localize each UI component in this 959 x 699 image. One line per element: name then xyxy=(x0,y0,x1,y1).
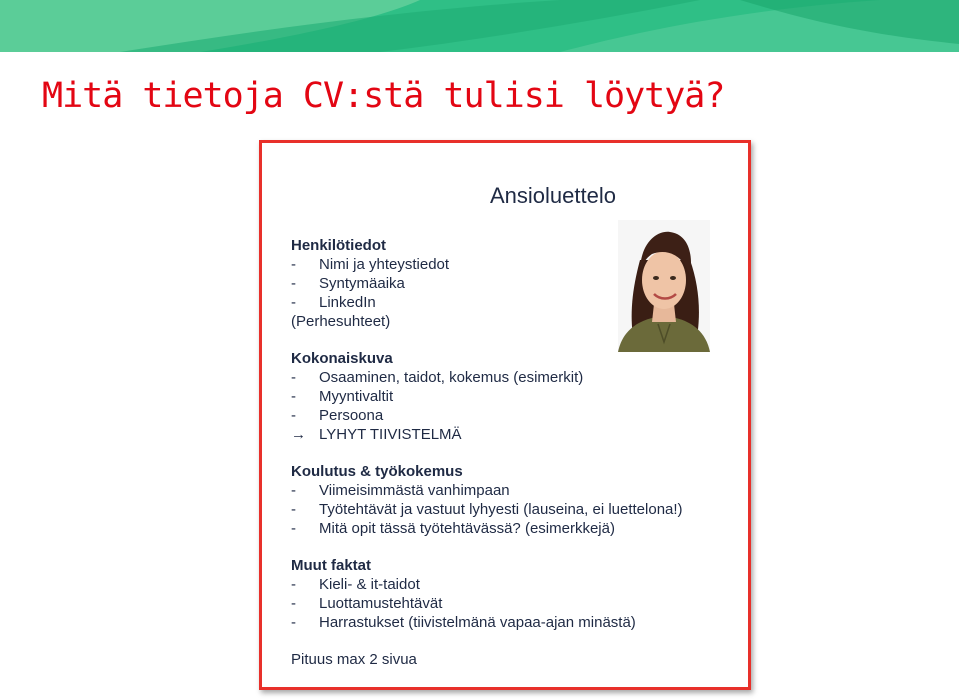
cv-card xyxy=(259,140,751,690)
list-marker: - xyxy=(291,275,296,292)
list-item xyxy=(291,613,751,632)
list-item xyxy=(291,368,751,387)
list-marker: - xyxy=(291,595,296,612)
list-item-text: Nimi ja yhteystiedot xyxy=(319,256,450,273)
list-item xyxy=(291,519,751,538)
list-marker: - xyxy=(291,388,296,405)
section-title: Kokonaiskuva xyxy=(291,350,393,367)
list-marker: - xyxy=(291,520,296,537)
cv-content xyxy=(291,236,751,669)
list-item xyxy=(291,594,751,613)
section-muut-faktat xyxy=(291,556,751,632)
list-item xyxy=(291,387,751,406)
list-item xyxy=(291,255,751,274)
list-item xyxy=(291,481,751,500)
list-marker: - xyxy=(291,369,296,386)
list-item xyxy=(291,575,751,594)
slide-title: Mitä tietoja CV:stä tulisi löytyä? xyxy=(42,76,725,116)
cv-heading: Ansioluettelo xyxy=(490,183,616,208)
list-item-text: Myyntivaltit xyxy=(319,388,394,405)
list-marker: - xyxy=(291,294,296,311)
list-item-text: Työtehtävät ja vastuut lyhyesti (lauseina, ei luettelona!) xyxy=(319,501,683,518)
section-henkilotiedot xyxy=(291,236,751,331)
list-item-text: Harrastukset (tiivistelmänä vapaa-ajan minästä) xyxy=(319,614,636,631)
list-item-text: LYHYT TIIVISTELMÄ xyxy=(319,426,462,443)
list-item xyxy=(291,425,751,444)
section-koulutus-tyokokemus xyxy=(291,462,751,538)
list-marker: - xyxy=(291,482,296,499)
list-item-text: Syntymäaika xyxy=(319,275,405,292)
list-marker: - xyxy=(291,614,296,631)
list-item xyxy=(291,500,751,519)
length-note: Pituus max 2 sivua xyxy=(291,651,417,668)
list-marker: - xyxy=(291,407,296,424)
list-item xyxy=(291,406,751,425)
list-item-text: Viimeisimmästä vanhimpaan xyxy=(319,482,510,499)
list-item-text: Mitä opit tässä työtehtävässä? (esimerkkejä) xyxy=(319,520,615,537)
section-title: Henkilötiedot xyxy=(291,237,387,254)
list-marker: - xyxy=(291,501,296,518)
section-title: Koulutus & työkokemus xyxy=(291,463,463,480)
list-marker: - xyxy=(291,576,296,593)
list-item xyxy=(291,274,751,293)
decorative-header-band xyxy=(0,0,959,52)
list-item-text: LinkedIn xyxy=(319,294,376,311)
list-item-text: Osaaminen, taidot, kokemus (esimerkit) xyxy=(319,369,584,386)
list-item xyxy=(291,293,751,312)
list-item-text: (Perhesuhteet) xyxy=(291,313,391,330)
list-item-text: Luottamustehtävät xyxy=(319,595,443,612)
list-item-text: Kieli- & it-taidot xyxy=(319,576,420,593)
section-kokonaiskuva xyxy=(291,349,751,444)
section-title: Muut faktat xyxy=(291,557,371,574)
list-marker: - xyxy=(291,256,296,273)
list-item-text: Persoona xyxy=(319,407,384,424)
arrow-right-icon: → xyxy=(291,426,306,443)
